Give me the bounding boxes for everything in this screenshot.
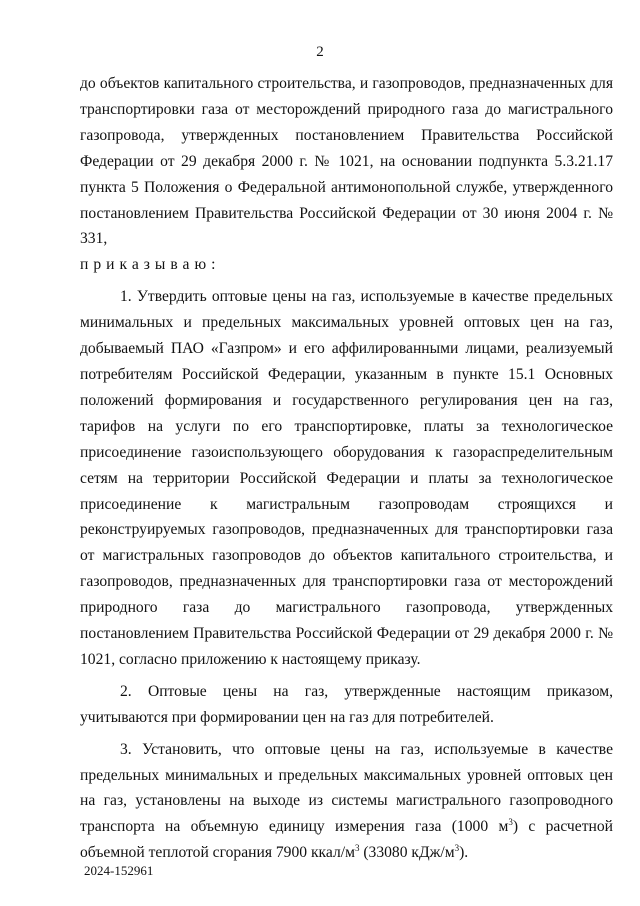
item-3-text-a: 3. Установить, что оптовые цены на газ, используемые в качестве предельных минимальных и предельных максимальных уровней оптовых цен на газ, установлены на выходе из системы магистрального газопроводного транспорта на объемную единицу измерения газа (1000 м (80, 740, 613, 836)
item-3-sup-2: 3 (354, 843, 360, 854)
item-3-text-c: (33080 кДж/м (359, 844, 455, 862)
page-number: 2 (316, 44, 324, 60)
item-3-sup-3: 3 (454, 843, 460, 854)
item-1-paragraph: 1. Утвердить оптовые цены на газ, используемые в качестве предельных минимальных и предельных максимальных уровней оптовых цен на газ, добываемый ПАО «Газпром» и его аффилированными лицами, реализуемый потребителям Российской Федерации, указанным в пункте 15.1 Основных положений формирования и государственного регулирования цен на газ, тарифов на услуги по его транспортировке, платы за технологическое присоединение газоиспользующего оборудования к газораспределительным сетям на территории Российской Федерации и платы за технологическое присоединение к магистральным газопроводам строящихся и реконструируемых газопроводов, предназначенных для транспортировки газа от магистральных газопроводов до объектов капитального строительства, и газопроводов, предназначенных для транспортировки газа от месторождений природного газа до магистрального газопровода, утвержденных постановлением Правительства Российской Федерации от 29 декабря 2000 г. № 1021, согласно приложению к настоящему приказу. (80, 288, 613, 668)
item-3-text-d: ). (459, 844, 469, 862)
order-word: приказываю: (80, 256, 221, 274)
item-3-text-b: ) с расчетной объемной теплотой сгорания 7900 ккал/м (80, 818, 613, 862)
item-3-paragraph (80, 737, 613, 867)
preamble-paragraph: до объектов капитального строительства, и газопроводов, предназначенных для транспортировки газа от месторождений природного газа до магистрального газопровода, утвержденных постановлением Правительства Российской Федерации от 29 декабря 2000 г. № 1021, на основании подпункта 5.3.21.17 пункта 5 Положения о Федеральной антимонопольной службе, утвержденного постановлением Правительства Российской Федерации от 30 июня 2004 г. № 331, (80, 75, 613, 248)
item-2-paragraph: 2. Оптовые цены на газ, утвержденные настоящим приказом, учитываются при формировании цен на газ для потребителей. (80, 682, 613, 726)
document-code: 2024-152961 (84, 863, 154, 878)
item-3-sup-1: 3 (508, 817, 513, 828)
document-body (80, 71, 613, 866)
